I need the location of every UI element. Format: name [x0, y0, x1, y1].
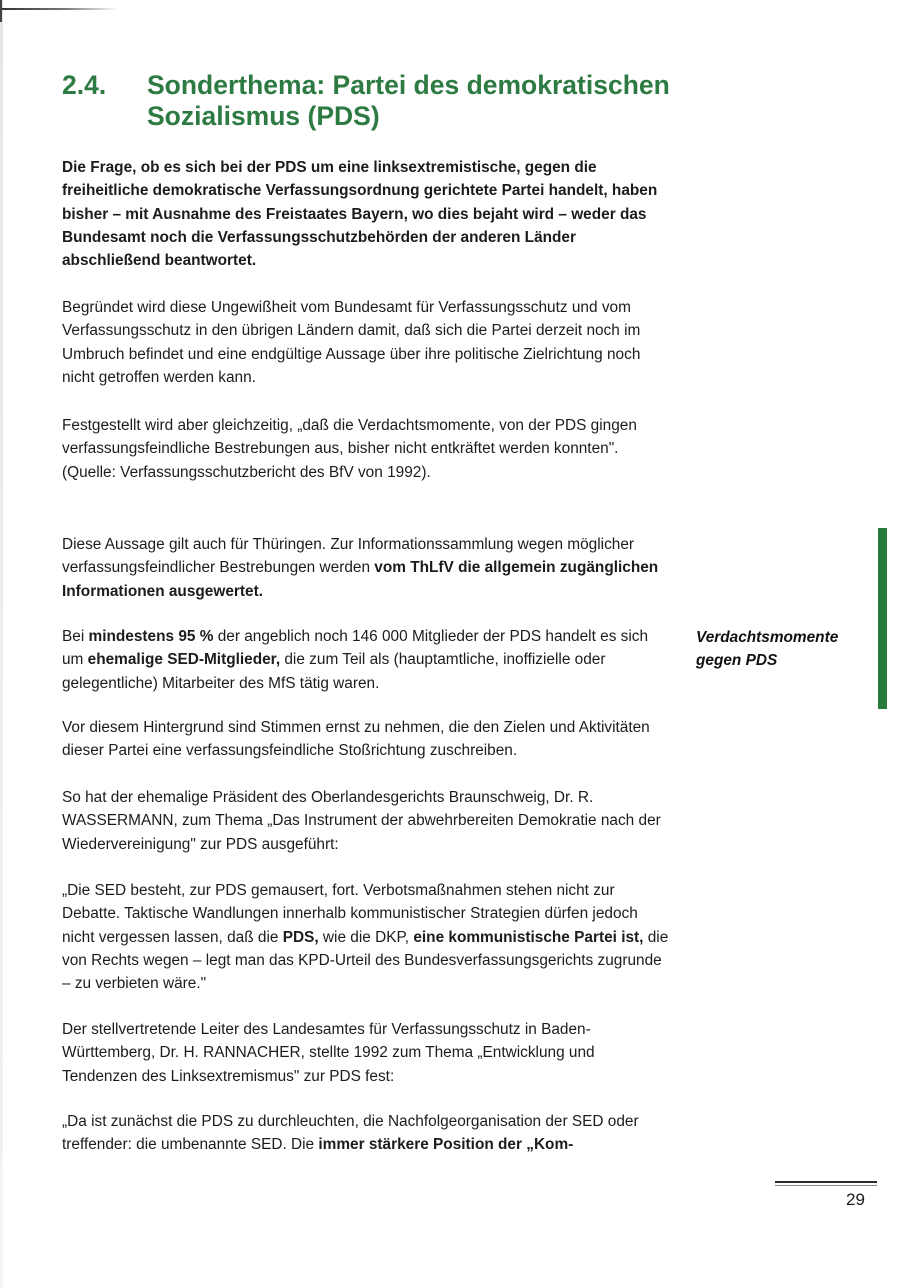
- section-heading: [62, 70, 702, 132]
- section-title: Sonderthema: Partei des demokratischen Sozialismus (PDS): [147, 70, 670, 131]
- thuringia-bold: vom ThLfV die allgemein zugänglichen Informationen ausgewertet.: [62, 559, 659, 600]
- sed-quote-text-3: die von Rechts wegen – legt man das KPD-Urteil des Bundesverfassungsgerichts zugrunde – zu verbieten wäre.": [62, 928, 669, 993]
- members-bold-1: mindestens 95 %: [88, 628, 214, 645]
- paragraph-members: [62, 625, 670, 695]
- findings-text: Festgestellt wird aber gleichzeitig, „daß die Verdachtsmomente, von der PDS gingen verfassungsfeindliche Bestrebungen aus, bisher nicht entkräftet werden konnten".: [62, 417, 637, 458]
- paragraph-background: Vor diesem Hintergrund sind Stimmen ernst zu nehmen, die den Zielen und Aktivitäten dieser Partei eine verfassungsfeindliche Stoßrichtung zuschreiben.: [62, 719, 650, 760]
- paragraph-rannacher: Der stellvertretende Leiter des Landesamtes für Verfassungsschutz in Baden-Württemberg, Dr. H. RANNACHER, stellte 1992 zum Thema „Entwicklung und Tendenzen des Linksextremismus" zur PDS fest:: [62, 1021, 595, 1085]
- margin-note: [696, 626, 871, 672]
- footer-rule-thin: [775, 1185, 877, 1186]
- rannacher-quote-bold: immer stärkere Position der „Kom-: [318, 1136, 574, 1154]
- paragraph-justification: Begründet wird diese Ungewißheit vom Bundesamt für Verfassungsschutz und vom Verfassungsschutz in den übrigen Ländern damit, daß sich die Partei derzeit noch im Umbruch befindet und eine endgültige Aussage über ihre politische Zielrichtung noch nicht getroffen werden kann.: [62, 299, 641, 386]
- thuringia-text: Diese Aussage gilt auch für Thüringen. Zur Informationssammlung wegen möglicher verfassungsfeindlicher Bestrebungen werden: [62, 536, 635, 577]
- paragraph-wassermann: So hat der ehemalige Präsident des Oberlandesgerichts Braunschweig, Dr. R. WASSERMANN, zum Thema „Das Instrument der abwehrbereiten Demokratie nach der Wiedervereinigung" zur PDS ausgeführt:: [62, 789, 661, 853]
- margin-marker-bar: [878, 528, 887, 709]
- sed-quote-bold-1: PDS,: [282, 928, 319, 946]
- paragraph-rannacher-quote: [62, 1110, 670, 1157]
- lead-paragraph: Die Frage, ob es sich bei der PDS um eine linksextremistische, gegen die freiheitliche demokratische Verfassungsordnung gerichtete Partei handelt, haben bisher – mit Ausnahme des Freistaates Bayern, wo dies bejaht wird – weder das Bundesamt noch die Verfassungsschutzbehörden der anderen Länder abschließend beantwortet.: [62, 159, 658, 270]
- sed-quote-text-1: „Die SED besteht, zur PDS gemausert, fort. Verbotsmaßnahmen stehen nicht zur Debatte. Taktische Wandlungen innerhalb kommunistischer Strategien dürfen jedoch nicht vergessen lassen, daß die: [62, 882, 638, 946]
- members-text-3: die zum Teil als (hauptamtliche, inoffizielle oder gelegentliche) Mitarbeiter des MfS tätig waren.: [62, 651, 606, 692]
- footer-rule: [775, 1181, 877, 1183]
- members-text-1: Bei: [62, 628, 89, 645]
- page-number: 29: [846, 1190, 865, 1209]
- section-number: 2.4.: [62, 70, 107, 100]
- findings-source: (Quelle: Verfassungsschutzbericht des BfV von 1992).: [62, 463, 431, 481]
- rannacher-quote-text: „Da ist zunächst die PDS zu durchleuchten, die Nachfolgeorganisation der SED oder treffender: die umbenannte SED. Die: [62, 1113, 639, 1154]
- sed-quote-bold-2: eine kommunistische Partei ist,: [413, 928, 644, 946]
- page-edge-shadow: [0, 0, 3, 1288]
- members-bold-2: ehemalige SED-Mitglieder,: [87, 651, 281, 669]
- members-text-2: der angeblich noch 146 000 Mitglieder der PDS handelt es sich um: [62, 628, 649, 669]
- margin-note-line-2: gegen PDS: [696, 652, 778, 669]
- paragraph-findings: [62, 414, 670, 484]
- crop-mark-vertical: [0, 0, 2, 22]
- paragraph-sed-quote: [62, 879, 670, 995]
- crop-mark-horizontal: [0, 8, 118, 10]
- sed-quote-text-2: wie die DKP,: [318, 928, 414, 946]
- paragraph-thuringia: [62, 533, 670, 603]
- margin-note-line-1: Verdachtsmomente: [696, 629, 839, 646]
